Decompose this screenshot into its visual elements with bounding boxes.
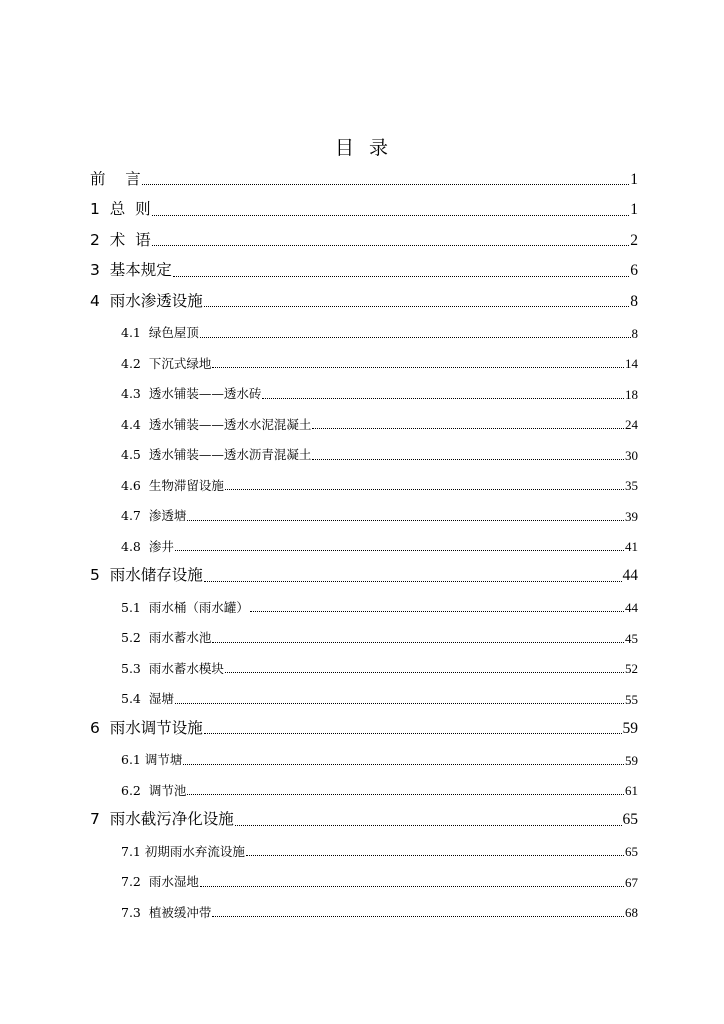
toc-entry-label: 5.3 雨水蓄水模块 bbox=[121, 660, 224, 676]
toc-chapter-entry bbox=[90, 257, 638, 279]
dot-leader bbox=[142, 184, 630, 185]
toc-page-number: 39 bbox=[625, 508, 638, 524]
toc-entry-label: 1 总 则 bbox=[90, 200, 151, 218]
toc-entry-label: 5.4 湿塘 bbox=[121, 691, 174, 706]
toc-entry-label: 5.1 雨水桶（雨水罐） bbox=[121, 599, 249, 615]
toc-page-number: 44 bbox=[622, 567, 638, 584]
dot-leader bbox=[235, 825, 622, 826]
toc-entry-label: 4.3 透水铺装——透水砖 bbox=[121, 386, 262, 401]
toc-page-number: 55 bbox=[625, 691, 638, 707]
dot-leader bbox=[212, 916, 624, 917]
toc-section-entry bbox=[121, 653, 638, 675]
toc-entry-label: 7.2 雨水湿地 bbox=[121, 874, 199, 889]
toc-entry-label: 7 雨水截污净化设施 bbox=[90, 810, 234, 828]
toc-page-number: 61 bbox=[625, 783, 638, 798]
dot-leader bbox=[225, 489, 624, 490]
toc-section-entry bbox=[121, 318, 638, 340]
toc-section-entry bbox=[121, 592, 638, 614]
toc-page-number: 8 bbox=[631, 325, 638, 341]
toc-section-entry bbox=[121, 379, 638, 401]
toc-entry-label: 4.1 绿色屋顶 bbox=[121, 325, 199, 340]
toc-chapter-entry bbox=[90, 287, 638, 309]
dot-leader bbox=[312, 459, 624, 460]
dot-leader bbox=[173, 276, 630, 277]
dot-leader bbox=[200, 886, 624, 887]
dot-leader bbox=[312, 428, 624, 429]
dot-leader bbox=[152, 245, 630, 246]
toc-entry-label: 前 言 bbox=[90, 169, 141, 188]
toc-page-number: 6 bbox=[630, 262, 638, 279]
toc-page-number: 1 bbox=[630, 201, 638, 218]
toc-page-number: 67 bbox=[625, 874, 638, 890]
toc-page-number: 41 bbox=[625, 539, 638, 554]
toc-entry-label: 6.2 调节池 bbox=[121, 782, 187, 798]
dot-leader bbox=[200, 337, 631, 338]
dot-leader bbox=[246, 855, 624, 856]
toc-chapter-entry bbox=[90, 562, 638, 584]
toc-entry-label: 7.3 植被缓冲带 bbox=[121, 904, 212, 920]
toc-entry-label: 4.2 下沉式绿地 bbox=[121, 355, 212, 371]
toc-section-entry bbox=[121, 623, 638, 645]
toc-page-number: 14 bbox=[625, 356, 638, 371]
toc-section-entry bbox=[121, 501, 638, 523]
toc-chapter-entry bbox=[90, 165, 638, 187]
toc-entry-label: 4 雨水渗透设施 bbox=[90, 291, 203, 310]
dot-leader bbox=[204, 581, 622, 582]
toc-title: 目 录 bbox=[334, 137, 390, 159]
dot-leader bbox=[187, 794, 624, 795]
toc-chapter-entry bbox=[90, 196, 638, 218]
dot-leader bbox=[204, 306, 630, 307]
toc-entry-label: 6.1 调节塘 bbox=[121, 752, 183, 767]
toc-section-entry bbox=[121, 897, 638, 919]
toc-entry-label: 4.4 透水铺装——透水水泥混凝土 bbox=[121, 416, 312, 432]
toc-page-number: 52 bbox=[625, 661, 638, 676]
toc-page-number: 65 bbox=[625, 844, 638, 859]
toc-page-number: 24 bbox=[625, 417, 638, 432]
dot-leader bbox=[212, 367, 624, 368]
toc-entry-label: 4.6 生物滞留设施 bbox=[121, 477, 224, 493]
toc-chapter-entry bbox=[90, 226, 638, 248]
toc-section-entry bbox=[121, 745, 638, 767]
dot-leader bbox=[225, 672, 624, 673]
toc-section-entry bbox=[121, 470, 638, 492]
dot-leader bbox=[262, 398, 624, 399]
dot-leader bbox=[175, 550, 624, 551]
toc-section-entry bbox=[121, 531, 638, 553]
dot-leader bbox=[183, 764, 624, 765]
toc-chapter-entry bbox=[90, 806, 638, 828]
toc-page-number: 18 bbox=[625, 386, 638, 402]
toc-entry-label: 5.2 雨水蓄水池 bbox=[121, 630, 212, 645]
toc-page-number: 68 bbox=[625, 905, 638, 920]
toc-section-entry bbox=[121, 867, 638, 889]
toc-page-number: 45 bbox=[625, 630, 638, 646]
toc-page-number: 59 bbox=[622, 719, 638, 737]
toc-section-entry bbox=[121, 775, 638, 797]
toc-entry-label: 6 雨水调节设施 bbox=[90, 718, 203, 737]
toc-page-number: 2 bbox=[630, 231, 638, 249]
toc-page-number: 44 bbox=[625, 600, 638, 615]
toc-section-entry bbox=[121, 836, 638, 858]
toc-page-number: 1 bbox=[630, 170, 638, 188]
dot-leader bbox=[175, 703, 624, 704]
dot-leader bbox=[152, 215, 630, 216]
toc-page-number: 8 bbox=[630, 292, 638, 310]
toc-section-entry bbox=[121, 440, 638, 462]
toc-section-entry bbox=[121, 684, 638, 706]
toc-page-number: 30 bbox=[625, 447, 638, 463]
toc-page-number: 65 bbox=[622, 811, 638, 828]
toc-entry-label: 5 雨水储存设施 bbox=[90, 566, 203, 584]
dot-leader bbox=[250, 611, 624, 612]
dot-leader bbox=[212, 642, 624, 643]
toc-section-entry bbox=[121, 348, 638, 370]
toc-page-number: 35 bbox=[625, 478, 638, 493]
toc-entry-label: 7.1 初期雨水弃流设施 bbox=[121, 843, 245, 859]
toc-entry-label: 4.7 渗透塘 bbox=[121, 508, 187, 523]
toc-chapter-entry bbox=[90, 714, 638, 736]
toc-entry-label: 4.8 渗井 bbox=[121, 538, 174, 554]
toc-entry-label: 2 术 语 bbox=[90, 230, 151, 249]
toc-section-entry bbox=[121, 409, 638, 431]
dot-leader bbox=[204, 733, 622, 734]
toc-entry-label: 3 基本规定 bbox=[90, 261, 172, 279]
dot-leader bbox=[187, 520, 624, 521]
toc-entry-label: 4.5 透水铺装——透水沥青混凝土 bbox=[121, 447, 312, 462]
toc-page-number: 59 bbox=[625, 752, 638, 768]
